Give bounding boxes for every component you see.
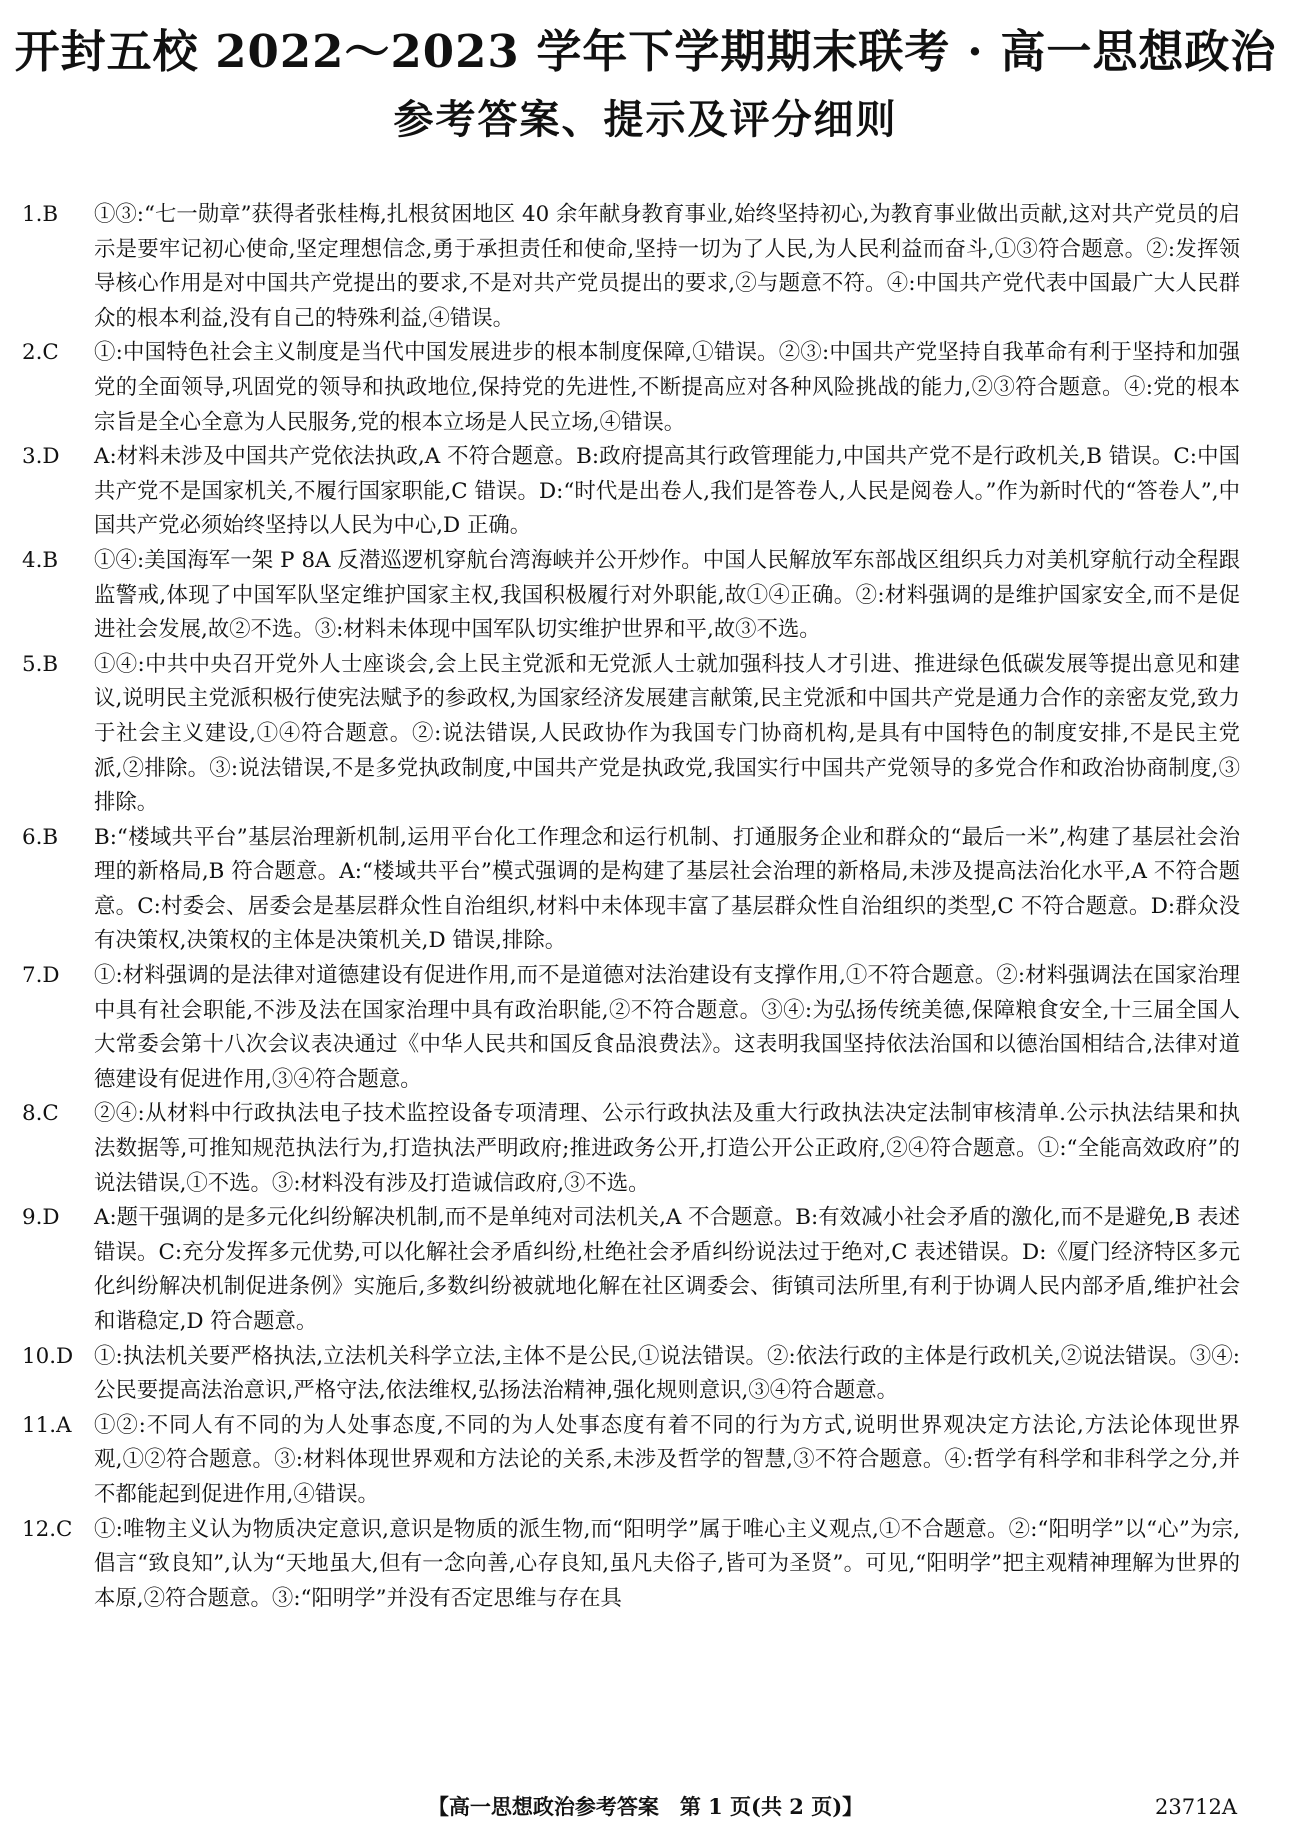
answer-item (22, 198, 1240, 336)
answer-letter: B (42, 202, 59, 227)
answer-item (22, 1513, 1240, 1617)
answer-explanation: ②④:从材料中行政执法电子技术监控设备专项清理、公示行政执法及重大行政执法决定法制审核清单.公示执法结果和执法数据等,可推知规范执法行为,打造执法严明政府;推进政务公开,打造公开公正政府,②④符合题意。①:“全能高效政府”的说法错误,①不选。③:材料没有涉及打造诚信政府,③不选。 (94, 1101, 1240, 1196)
answer-letter: C (42, 1101, 59, 1127)
answer-item (22, 1340, 1240, 1409)
answer-letter: D (42, 1205, 60, 1231)
answer-explanation: A:题干强调的是多元化纠纷解决机制,而不是单纯对司法机关,A 不合题意。B:有效减小社会矛盾的激化,而不是避免,B 表述错误。C:充分发挥多元优势,可以化解社会矛盾纠纷,杜绝社会矛盾纠纷说法过于绝对,C 表述错误。D:《厦门经济特区多元化纠纷解决机制促进条例》实施后,多数纠纷被就地化解在社区调委会、街镇司法所里,有利于协调人民内部矛盾,维护社会和谐稳定,D 符合题意。 (94, 1205, 1240, 1334)
answer-explanation: ①②:不同人有不同的为人处事态度,不同的为人处事态度有着不同的行为方式,说明世界观决定方法论,方法论体现世界观,①②符合题意。③:材料体现世界观和方法论的关系,未涉及哲学的智慧,③不符合题意。④:哲学有科学和非科学之分,并不都能起到促进作用,④错误。 (94, 1412, 1240, 1507)
answer-explanation: A:材料未涉及中国共产党依法执政,A 不符合题意。B:政府提高其行政管理能力,中国共产党不是行政机关,B 错误。C:中国共产党不是国家机关,不履行国家职能,C 错误。D:“时代是出卷人,我们是答卷人,人民是阅卷人。”作为新时代的“答卷人”,中国共产党必须始终坚持以人民为中心,D 正确。 (94, 444, 1240, 539)
question-number: 2. (22, 340, 43, 366)
page-subtitle: 参考答案、提示及评分细则 (393, 96, 898, 143)
answer-number (22, 336, 92, 371)
answer-number (22, 1201, 92, 1236)
question-number: 3. (22, 444, 43, 470)
answer-item (22, 648, 1240, 821)
answer-number (22, 1513, 92, 1548)
answer-item (22, 821, 1240, 959)
answer-item (22, 1097, 1240, 1201)
answer-explanation: ①:执法机关要严格执法,立法机关科学立法,主体不是公民,①说法错误。②:依法行政的主体是行政机关,②说法错误。③④:公民要提高法治意识,严格守法,依法维权,弘扬法治精神,强化规则意识,③④符合题意。 (94, 1343, 1240, 1404)
answer-item (22, 1201, 1240, 1339)
answer-explanation: ①④:美国海军一架 P 8A 反潜巡逻机穿航台湾海峡并公开炒作。中国人民解放军东部战区组织兵力对美机穿航行动全程跟监警戒,体现了中国军队坚定维护国家主权,我国积极履行对外职能,故①④正确。②:材料强调的是维护国家安全,而不是促进社会发展,故②不选。③:材料未体现中国军队切实维护世界和平,故③不选。 (94, 547, 1240, 643)
footer-page-info: 【高一思想政治参考答案 第 1 页(共 2 页)】 (427, 1794, 864, 1819)
answer-number (22, 648, 92, 683)
answer-number (22, 544, 92, 579)
answer-number (22, 821, 92, 856)
answer-letter: B (42, 651, 59, 677)
question-number: 11. (22, 1412, 57, 1438)
page-title: 开封五校 2022～2023 学年下学期期末联考 · 高一思想政治 (14, 25, 1277, 78)
footer-paper-code: 23712A (1155, 1795, 1237, 1819)
question-number: 12. (22, 1516, 57, 1542)
answer-explanation: ①:材料强调的是法律对道德建设有促进作用,而不是道德对法治建设有支撑作用,①不符合题意。②:材料强调法在国家治理中具有社会职能,不涉及法在国家治理中具有政治职能,②不符合题意。③④:为弘扬传统美德,保障粮食安全,十三届全国人大常委会第十八次会议表决通过《中华人民共和国反食品浪费法》。这表明我国坚持依法治国和以德治国相结合,法律对道德建设有促进作用,③④符合题意。 (94, 963, 1240, 1092)
answer-item (22, 544, 1240, 648)
answer-number (22, 440, 92, 475)
page-footer (0, 1790, 1291, 1824)
answer-number (22, 959, 92, 994)
answer-list (22, 198, 1240, 1616)
question-number: 5. (22, 651, 43, 677)
answer-explanation: ①④:中共中央召开党外人士座谈会,会上民主党派和无党派人士就加强科技人才引进、推进绿色低碳发展等提出意见和建议,说明民主党派积极行使宪法赋予的参政权,为国家经济发展建言献策,民主党派和中国共产党是通力合作的亲密友党,致力于社会主义建设,①④符合题意。②:说法错误,人民政协作为我国专门协商机构,是具有中国特色的制度安排,不是民主党派,②排除。③:说法错误,不是多党执政制度,中国共产党是执政党,我国实行中国共产党领导的多党合作和政治协商制度,③排除。 (94, 651, 1240, 816)
answer-number (22, 1340, 92, 1375)
answer-item (22, 440, 1240, 544)
answer-number (22, 1097, 92, 1132)
question-number: 10. (22, 1343, 57, 1369)
answer-item (22, 1409, 1240, 1513)
answer-explanation: B:“楼域共平台”基层治理新机制,运用平台化工作理念和运行机制、打通服务企业和群众的“最后一米”,构建了基层社会治理的新格局,B 符合题意。A:“楼域共平台”模式强调的是构建了基层社会治理的新格局,未涉及提高法治化水平,A 不符合题意。C:村委会、居委会是基层群众性自治组织,材料中未体现丰富了基层群众性自治组织的类型,C 不符合题意。D:群众没有决策权,决策权的主体是决策机关,D 错误,排除。 (94, 824, 1240, 954)
answer-letter: D (42, 444, 60, 470)
question-number: 7. (22, 963, 43, 989)
question-number: 9. (22, 1205, 43, 1231)
answer-explanation: ①:中国特色社会主义制度是当代中国发展进步的根本制度保障,①错误。②③:中国共产党坚持自我革命有利于坚持和加强党的全面领导,巩固党的领导和执政地位,保持党的先进性,不断提高应对各种风险挑战的能力,②③符合题意。④:党的根本宗旨是全心全意为人民服务,党的根本立场是人民立场,④错误。 (94, 340, 1240, 435)
question-number: 8. (22, 1101, 43, 1127)
answer-letter: C (42, 340, 59, 366)
answer-letter: C (56, 1516, 73, 1542)
answer-explanation: ①:唯物主义认为物质决定意识,意识是物质的派生物,而“阳明学”属于唯心主义观点,①不合题意。②:“阳明学”以“心”为宗,倡言“致良知”,认为“天地虽大,但有一念向善,心存良知,虽凡夫俗子,皆可为圣贤”。可见,“阳明学”把主观精神理解为世界的本原,②符合题意。③:“阳明学”并没有否定思维与存在具 (94, 1516, 1240, 1611)
answer-item (22, 336, 1240, 440)
question-number: 1. (22, 202, 43, 227)
answer-letter: D (56, 1343, 74, 1369)
question-number: 4. (22, 547, 43, 573)
answer-item (22, 959, 1240, 1097)
answer-number (22, 1409, 92, 1444)
answer-letter: B (42, 547, 59, 573)
answer-letter: B (42, 824, 59, 850)
answer-letter: D (42, 963, 60, 989)
answer-explanation: ①③:“七一勋章”获得者张桂梅,扎根贫困地区 40 余年献身教育事业,始终坚持初心,为教育事业做出贡献,这对共产党员的启示是要牢记初心使命,坚定理想信念,勇于承担责任和使命,坚持一切为了人民,为人民利益而奋斗,①③符合题意。②:发挥领导核心作用是对中国共产党提出的要求,不是对共产党员提出的要求,②与题意不符。④:中国共产党代表中国最广大人民群众的根本利益,没有自己的特殊利益,④错误。 (94, 202, 1240, 331)
question-number: 6. (22, 824, 43, 850)
answer-letter: A (56, 1412, 72, 1438)
answer-number (22, 198, 92, 233)
